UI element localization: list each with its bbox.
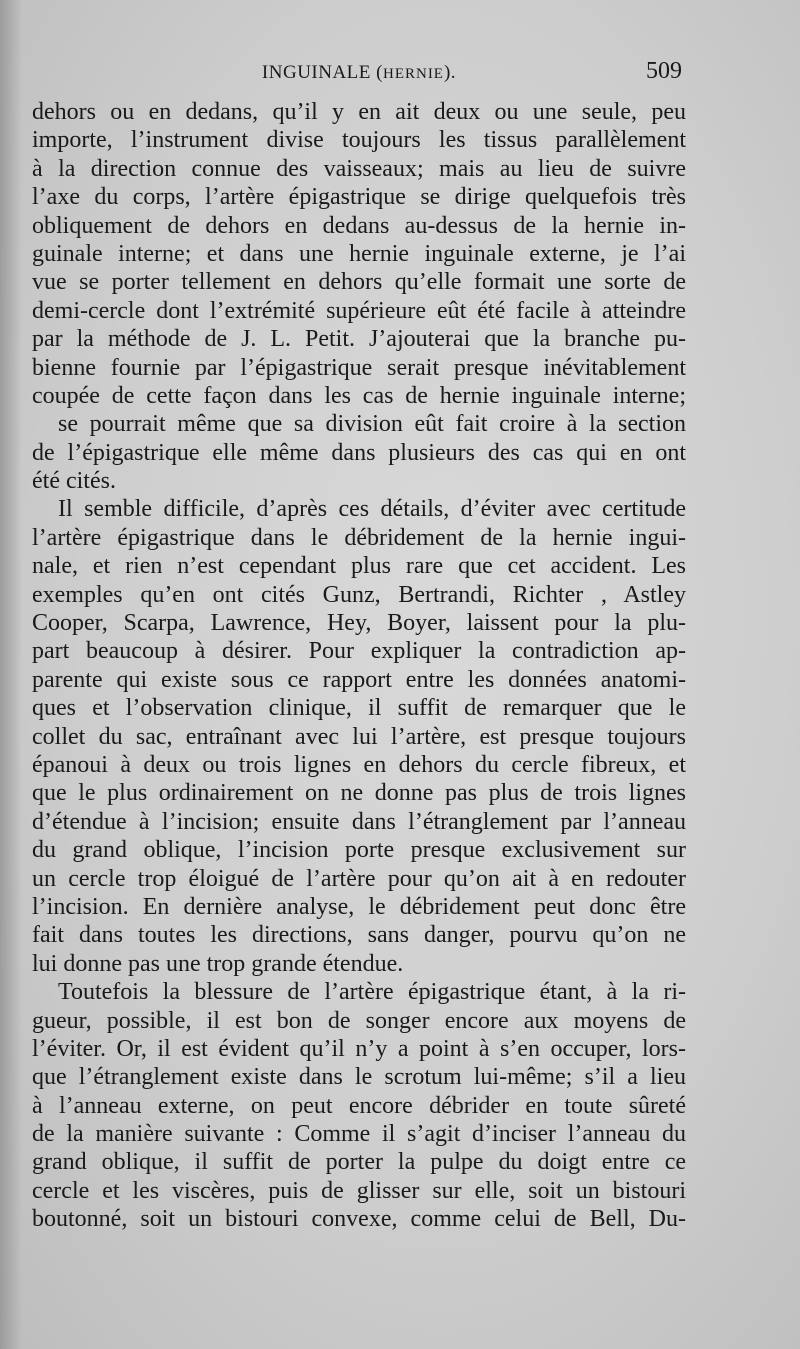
- text-line: lui donne pas une trop grande étendue.: [32, 950, 404, 977]
- text-line: Il semble difficile, d’après ces détails, d’éviter avec certitude: [58, 496, 686, 523]
- text-line: obliquement de dehors en dedans au-dessus de la hernie in-: [32, 212, 686, 239]
- text-line: parente qui existe sous ce rapport entre les données anatomi-: [32, 666, 686, 693]
- text-line: l’incision. En dernière analyse, le débridement peut donc être: [32, 893, 686, 920]
- text-line: vue se porter tellement en dehors qu’elle formait une sorte de: [32, 269, 686, 296]
- running-title: [32, 62, 686, 84]
- text-line: de la manière suivante : Comme il s’agit d’inciser l’anneau du: [32, 1121, 686, 1148]
- text-line: exemples qu’en ont cités Gunz, Bertrandi, Richter , Astley: [32, 581, 686, 608]
- text-line: guinale interne; et dans une hernie inguinale externe, je l’ai: [32, 240, 686, 267]
- text-line: fait dans toutes les directions, sans danger, pourvu qu’on ne: [32, 922, 686, 949]
- text-line: l’axe du corps, l’artère épigastrique se dirige quelquefois très: [32, 184, 686, 211]
- running-title-small: HERNIE: [382, 66, 444, 82]
- text-line: coupée de cette façon dans les cas de hernie inguinale interne;: [32, 382, 686, 409]
- text-line: nale, et rien n’est cependant plus rare que cet accident. Les: [32, 553, 686, 580]
- text-line: ques et l’observation clinique, il suffit de remarquer que le: [32, 695, 686, 722]
- text-line: à la direction connue des vaisseaux; mais au lieu de suivre: [32, 155, 686, 182]
- gutter-shadow: [0, 0, 22, 1349]
- text-line: du grand oblique, l’incision porte presque exclusivement sur: [32, 837, 686, 864]
- text-line: part beaucoup à désirer. Pour expliquer la contradiction ap-: [32, 638, 686, 665]
- text-line: demi-cercle dont l’extrémité supérieure eût été facile à atteindre: [32, 297, 686, 324]
- body-text: [32, 98, 686, 1234]
- running-title-close: ).: [443, 62, 457, 83]
- running-head: [32, 58, 686, 90]
- text-line: épanoui à deux ou trois lignes en dehors du cercle fibreux, et: [32, 751, 686, 778]
- text-line: grand oblique, il suffit de porter la pulpe du doigt entre ce: [32, 1149, 686, 1176]
- running-title-main: INGUINALE (: [261, 62, 383, 83]
- page-number: 509: [646, 58, 682, 84]
- text-line: été cités.: [32, 468, 116, 495]
- paragraph-3: [32, 978, 686, 1234]
- text-line: que le plus ordinairement on ne donne pas plus de trois lignes: [32, 780, 686, 807]
- text-line: l’artère épigastrique dans le débridement de la hernie ingui-: [32, 524, 686, 551]
- text-line: dehors ou en dedans, qu’il y en ait deux ou une seule, peu: [32, 99, 686, 125]
- text-line: par la méthode de J. L. Petit. J’ajouterai que la branche pu-: [32, 326, 686, 353]
- text-line: de l’épigastrique elle même dans plusieurs des cas qui en ont: [32, 439, 686, 466]
- text-line: l’éviter. Or, il est évident qu’il n’y a point à s’en occuper, lors-: [32, 1035, 686, 1062]
- text-line: Toutefois la blessure de l’artère épigastrique étant, à la ri-: [58, 979, 686, 1006]
- text-line: cercle et les viscères, puis de glisser sur elle, soit un bistouri: [32, 1177, 686, 1204]
- paragraph-2: [32, 495, 686, 978]
- text-line: Cooper, Scarpa, Lawrence, Hey, Boyer, laissent pour la plu-: [32, 610, 686, 637]
- text-line: un cercle trop éloigué de l’artère pour qu’on ait à en redouter: [32, 865, 686, 892]
- text-line: gueur, possible, il est bon de songer encore aux moyens de: [32, 1007, 686, 1034]
- paragraph-1: [32, 98, 686, 495]
- text-line: d’étendue à l’incision; ensuite dans l’étranglement par l’anneau: [32, 808, 686, 835]
- text-line: se pourrait même que sa division eût fait croire à la section: [58, 411, 686, 438]
- text-line: bienne fournie par l’épigastrique serait presque inévitablement: [32, 354, 686, 381]
- text-line: importe, l’instrument divise toujours les tissus parallèlement: [32, 127, 686, 154]
- text-line: collet du sac, entraînant avec lui l’artère, est presque toujours: [32, 723, 686, 750]
- text-line: que l’étranglement existe dans le scrotum lui-même; s’il a lieu: [32, 1064, 686, 1091]
- text-line: à l’anneau externe, on peut encore débrider en toute sûreté: [32, 1092, 686, 1119]
- text-line: boutonné, soit un bistouri convexe, comme celui de Bell, Du-: [32, 1206, 686, 1233]
